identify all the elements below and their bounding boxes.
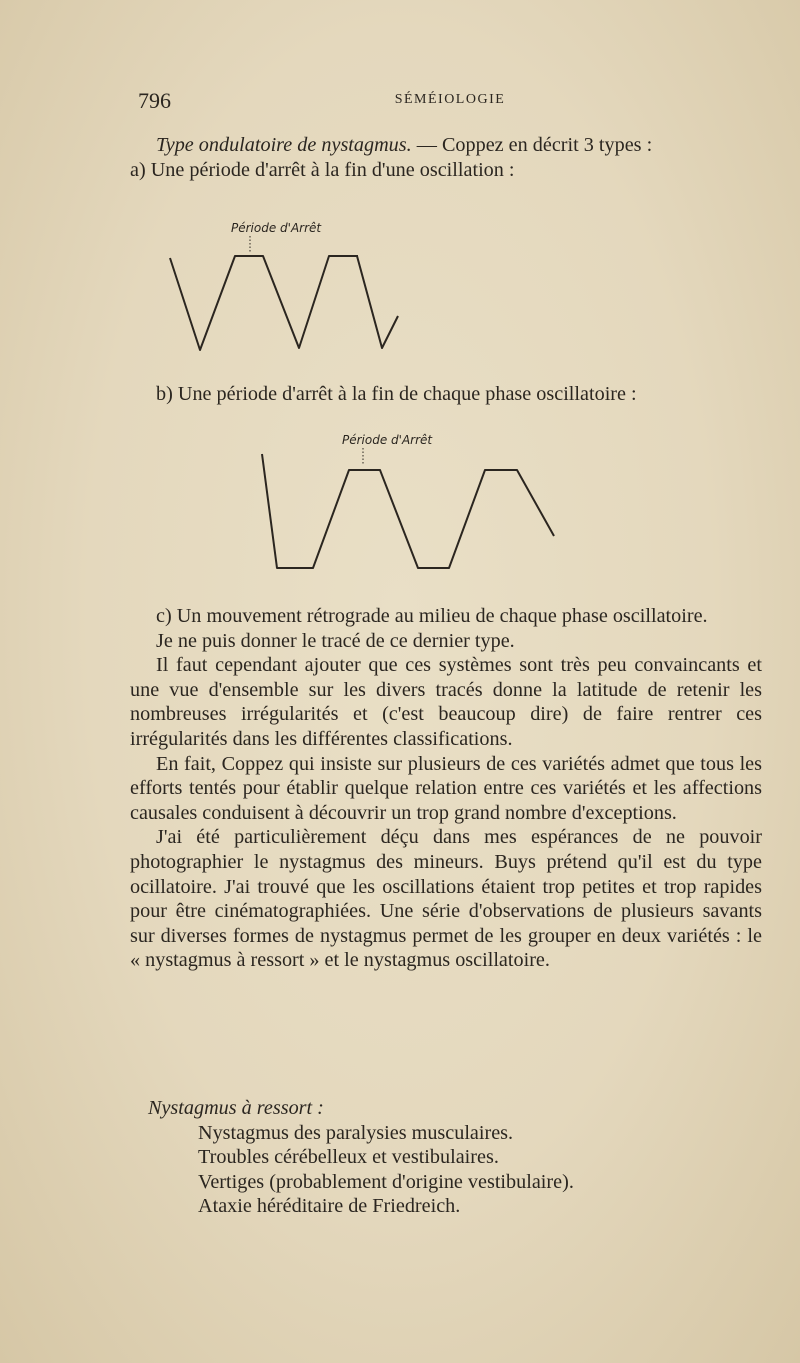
paragraph-1: Je ne puis donner le tracé de ce dernier type. (156, 629, 515, 652)
list-item: Nystagmus des paralysies musculaires. (198, 1121, 514, 1144)
figure-b (130, 430, 650, 580)
list-item: Ataxie héréditaire de Friedreich. (198, 1195, 461, 1218)
main-text (130, 604, 762, 973)
figure-a-label: Période d'Arrêt (231, 221, 322, 235)
paragraph-4: J'ai été particulièrement déçu dans mes espérances de ne pouvoir photographier le nystagmus des mineurs. Buys prétend qu'il est du type ocillatoire. J'ai trouvé que les oscillations étaient trop petites et trop rapides pour être cinématographiées. Une série d'observations de plusieurs savants sur diverses formes de nystagmus permet de les grouper en deux variétés : le « nystagmus à ressort » et le nystagmus oscillatoire. (130, 826, 762, 972)
waveform-a-diagram (130, 210, 630, 360)
figure-a (130, 210, 630, 360)
paragraph-2: Il faut cependant ajouter que ces systèmes sont très peu convaincants et une vue d'ensemble sur les divers tracés donne la latitude de retenir les nombreuses irrégularités et (c'est beaucoup dire) de faire rentrer ces irrégularités dans les différentes classifications. (130, 654, 762, 750)
waveform-a-trace (170, 256, 398, 350)
list-heading: Nystagmus à ressort : (148, 1097, 324, 1119)
page-header (138, 88, 762, 118)
paragraph-3: En fait, Coppez qui insiste sur plusieurs de ces variétés admet que tous les efforts tentés pour établir quelque relation entre ces variétés et les affections causales conduisent à découvrir un trop grand nombre d'exceptions. (130, 752, 762, 824)
list-item: Vertiges (probablement d'origine vestibulaire). (198, 1170, 574, 1193)
running-head: SÉMÉIOLOGIE (394, 92, 506, 107)
page-number: 796 (138, 88, 171, 113)
list-item: Troubles cérébelleux et vestibulaires. (198, 1146, 499, 1169)
type-b-text: b) Une période d'arrêt à la fin de chaque phase oscillatoire : (156, 383, 637, 405)
type-c-text: c) Un mouvement rétrograde au milieu de chaque phase oscillatoire. (156, 605, 708, 627)
section-title-rest: — Coppez en décrit 3 types : (411, 134, 653, 156)
section-title-line (130, 133, 762, 158)
nystagmus-list (148, 1096, 762, 1219)
waveform-b-trace (262, 454, 554, 568)
intro-block (130, 133, 762, 182)
type-a-text: a) Une période d'arrêt à la fin d'une oscillation : (130, 158, 515, 181)
type-b-block (130, 382, 762, 407)
figure-b-label: Période d'Arrêt (342, 433, 433, 447)
section-title: Type ondulatoire de nystagmus. (156, 134, 412, 156)
waveform-b-diagram (130, 430, 650, 580)
